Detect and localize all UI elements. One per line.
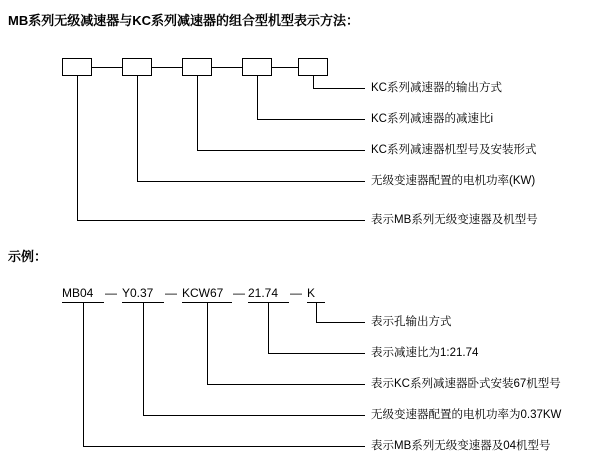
leader-line-3-horizontal — [197, 150, 365, 151]
top-label-3: KC系列减速器机型号及安装形式 — [371, 144, 537, 156]
top-label-5: 表示MB系列无级变速器及机型号 — [371, 214, 538, 226]
example-label-2: 表示减速比为1:21.74 — [371, 347, 479, 359]
top-label-4: 无级变速器配置的电机功率(KW) — [371, 175, 536, 187]
example-leader-4-horizontal — [143, 415, 365, 416]
box-connector-1 — [92, 67, 122, 68]
example-code-2: Y0.37 — [122, 286, 154, 300]
example-code-3: KCW67 — [182, 286, 224, 300]
box-connector-2 — [152, 67, 182, 68]
example-leader-2-vertical — [268, 302, 269, 353]
example-leader-3-vertical — [207, 302, 208, 384]
box-5 — [298, 58, 328, 76]
example-leader-5-vertical — [83, 302, 84, 446]
example-leader-2-horizontal — [268, 353, 365, 354]
leader-line-5-vertical — [77, 76, 78, 220]
page-title: MB系列无级减速器与KC系列减速器的组合型机型表示方法： — [8, 13, 359, 28]
example-code-5: K — [307, 286, 316, 300]
example-label-5: 表示MB系列无级变速器及04机型号 — [371, 440, 551, 452]
box-4 — [242, 58, 272, 76]
box-2 — [122, 58, 152, 76]
example-label-4: 无级变速器配置的电机功率为0.37KW — [371, 409, 562, 421]
example-separator-1: — — [105, 286, 117, 300]
top-label-1: KC系列减速器的输出方式 — [371, 82, 502, 94]
example-leader-1-horizontal — [316, 322, 365, 323]
leader-line-4-vertical — [137, 76, 138, 181]
box-connector-3 — [212, 67, 242, 68]
box-connector-4 — [272, 67, 298, 68]
top-label-2: KC系列减速器的减速比i — [371, 113, 494, 125]
leader-line-2-vertical — [257, 76, 258, 119]
box-1 — [62, 58, 92, 76]
example-heading: 示例： — [8, 249, 48, 264]
leader-line-1-vertical — [313, 76, 314, 88]
example-separator-2: — — [165, 286, 177, 300]
example-label-1: 表示孔输出方式 — [371, 316, 452, 328]
leader-line-1-horizontal — [313, 88, 365, 89]
example-leader-1-vertical — [316, 302, 317, 322]
example-separator-3: — — [233, 286, 245, 300]
example-code-4: 21.74 — [248, 286, 279, 300]
leader-line-3-vertical — [197, 76, 198, 150]
leader-line-2-horizontal — [257, 119, 365, 120]
example-leader-3-horizontal — [207, 384, 365, 385]
box-3 — [182, 58, 212, 76]
example-code-1: MB04 — [62, 286, 94, 300]
example-separator-4: — — [290, 286, 302, 300]
example-leader-5-horizontal — [83, 446, 365, 447]
leader-line-4-horizontal — [137, 181, 365, 182]
leader-line-5-horizontal — [77, 220, 365, 221]
example-leader-4-vertical — [143, 302, 144, 415]
example-label-3: 表示KC系列减速器卧式安装67机型号 — [371, 378, 561, 390]
